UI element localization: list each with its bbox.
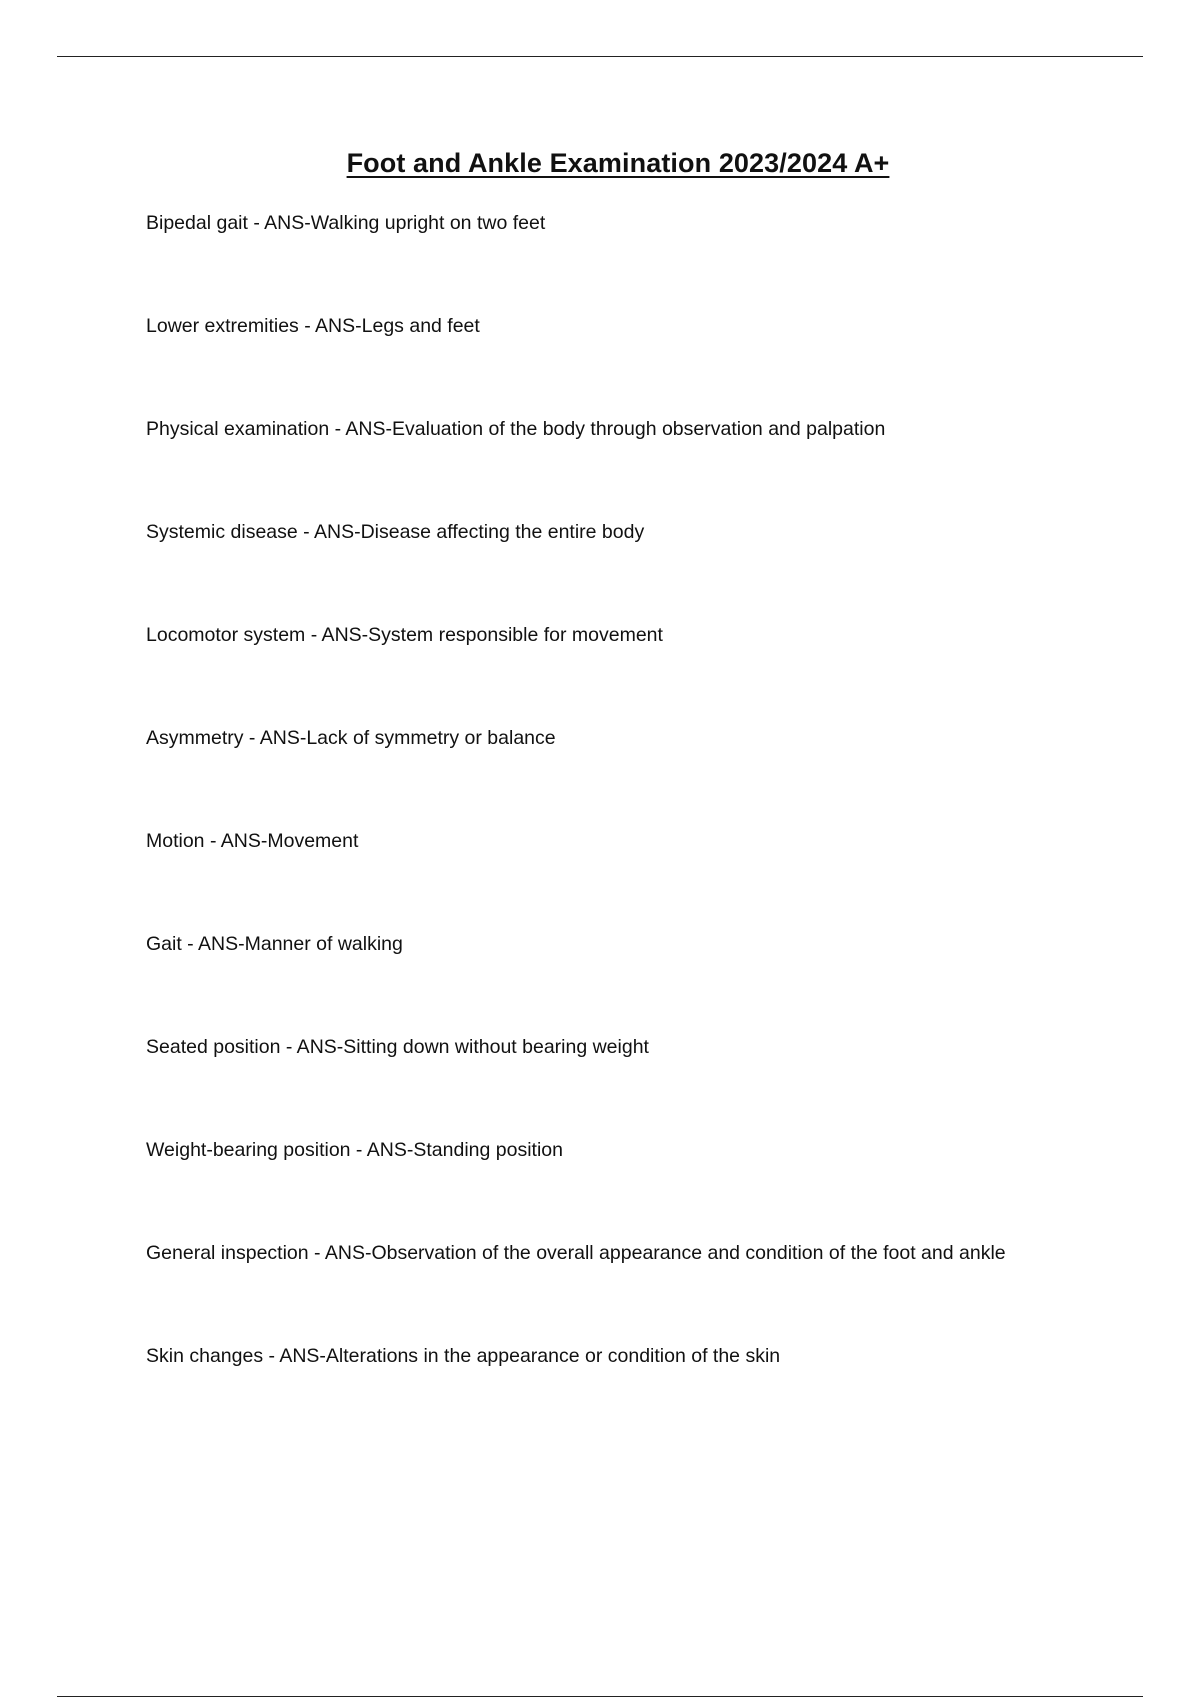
entry-list xyxy=(146,208,1146,1444)
list-item: General inspection - ANS-Observation of the overall appearance and condition of the foot and ankle xyxy=(146,1242,1006,1264)
list-item: Lower extremities - ANS-Legs and feet xyxy=(146,315,480,337)
list-item: Bipedal gait - ANS-Walking upright on two feet xyxy=(146,212,546,234)
list-item: Physical examination - ANS-Evaluation of the body through observation and palpation xyxy=(146,418,886,440)
list-item: Systemic disease - ANS-Disease affecting the entire body xyxy=(146,521,645,543)
footer-rule xyxy=(57,1696,1143,1697)
header-rule xyxy=(57,56,1143,57)
list-item: Gait - ANS-Manner of walking xyxy=(146,933,403,955)
list-item: Skin changes - ANS-Alterations in the appearance or condition of the skin xyxy=(146,1345,781,1367)
list-item: Seated position - ANS-Sitting down without bearing weight xyxy=(146,1036,649,1058)
list-item: Motion - ANS-Movement xyxy=(146,830,359,852)
list-item: Locomotor system - ANS-System responsible for movement xyxy=(146,624,663,646)
document-title: Foot and Ankle Examination 2023/2024 A+ xyxy=(346,148,890,178)
list-item: Asymmetry - ANS-Lack of symmetry or balance xyxy=(146,727,556,749)
list-item: Weight-bearing position - ANS-Standing position xyxy=(146,1139,563,1161)
